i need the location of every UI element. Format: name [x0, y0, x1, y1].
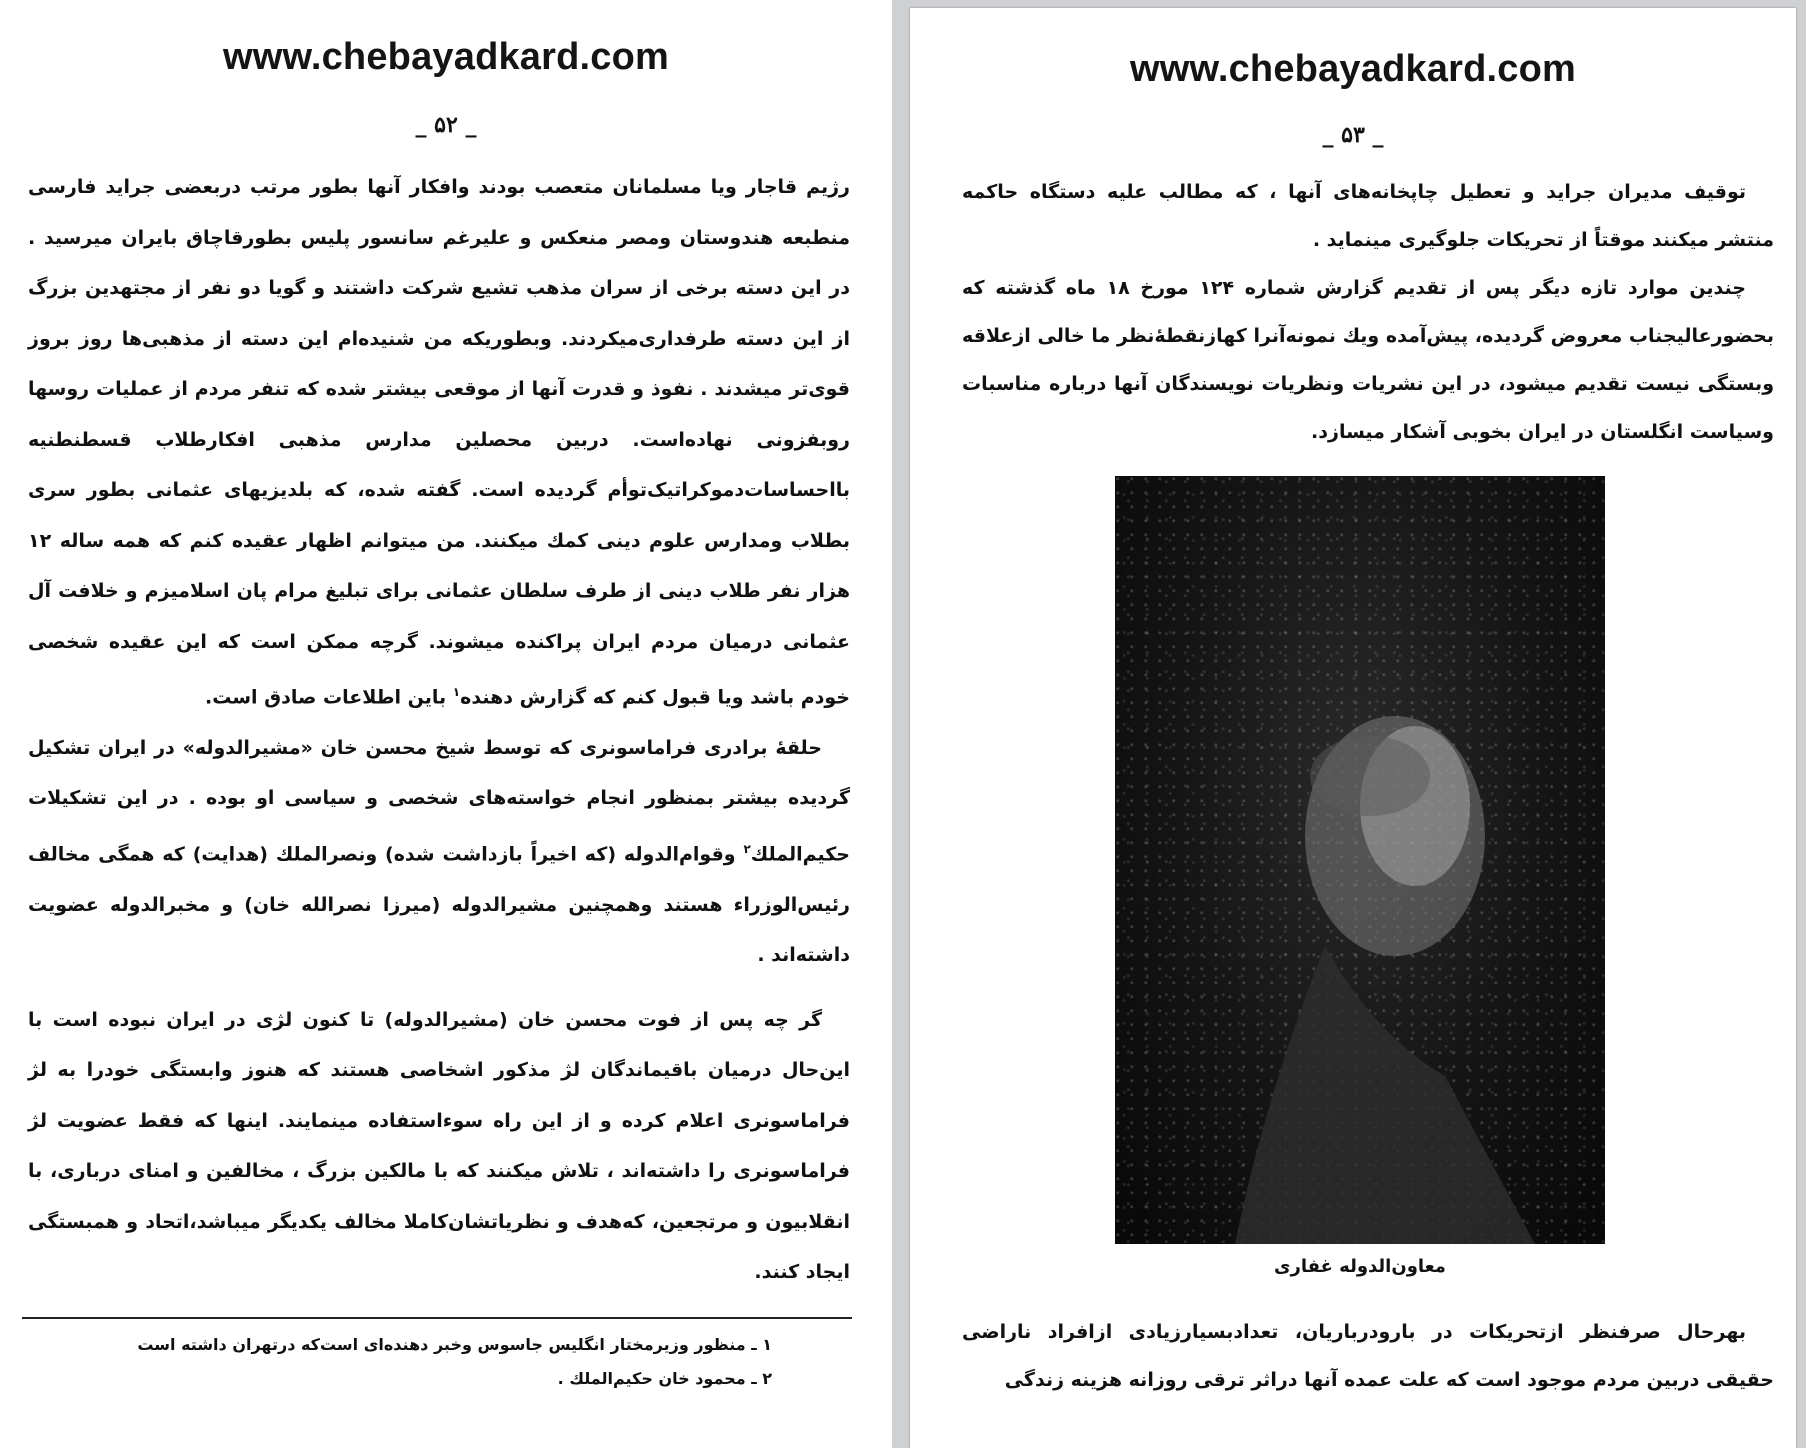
left-body-text [28, 162, 850, 1298]
left-paragraph-1 [28, 162, 850, 723]
left-paragraph-2-text-a: حلقهٔ برادری فراماسونری که توسط شیخ محسن خان «مشیرالدوله» در ایران تشکیل گردیده بیشتر بمنظور انجام خواسته‌های شخصی و سیاسی او بوده . در این تشکیلات حکیم‌الملك [28, 736, 850, 866]
left-paragraph-1-text: رژیم قاجار ویا مسلمانان متعصب بودند وافکار آنها بطور مرتب دربعضی جراید فارسی منطبعه هندوستان ومصر منعکس و علیرغم سانسور پلیس بطورقاچاق بایران میرسید . در این دسته برخی از سران مذهب تشیع شرکت داشتند و گویا دو نفر از مجتهدین بزرگ از این دسته طرفداری‌میکردند. وبطوریکه من شنیده‌ام این دسته از مذهبی‌ها روز بروز قوی‌تر میشدند . نفوذ و قدرت آنها از موقعی بیشتر شده که تنفر مردم از عملیات روسها روبفزونی نهاده‌است. دربین محصلین مدارس مذهبی افکارطلاب قسطنطنیه بااحساسات‌دموکراتیک‌توأم گردیده است. گفته شده، که بلدیزیهای عثمانی بطور سری بطلاب ومدارس علوم دینی کمك میکنند. من میتوانم اظهار عقیده کنم که همه ساله ۱۲ هزار نفر طلاب دینی از طرف سلطان عثمانی برای تبلیغ مرام پان اسلامیزم و خلافت آل عثمانی درمیان مردم ایران پراکنده میشوند. گرچه ممکن است که این عقیده شخصی خودم باشد ویا قبول کنم که گزارش دهنده [28, 176, 850, 709]
left-paragraph-2 [28, 723, 850, 981]
left-site-url: www.chebayadkard.com [222, 36, 670, 78]
right-site-url: www.chebayadkard.com [1129, 48, 1577, 90]
portrait-figure [1115, 476, 1605, 1244]
left-paragraph-1-end: باین اطلاعات صادق است. [205, 686, 453, 709]
left-paragraph-2-text-b: وقوام‌الدوله (که اخیراً بازداشت شده) ونصرالملك (هدایت) که همگی مخالف رئیس‌الوزراء هستند وهمچنین مشیرالدوله (میرزا نصرالله خان) و مخبرالدوله عضویت داشته‌اند . [28, 843, 850, 967]
right-paragraph-3: بهرحال صرفنظر ازتحریکات در بارودرباریان، تعدادبسیارزیادی ازافراد ناراضی حقیقی دربین مردم موجود است که علت عمده آنها دراثر ترقی روزانه هزینه زندگی [962, 1321, 1774, 1391]
right-paragraph-2: چندین موارد تازه دیگر پس از تقدیم گزارش شماره ۱۲۴ مورخ ۱۸ ماه گذشته که بحضورعالیجناب معروض گردیده، پیش‌آمده ویك نمونه‌آنرا کهازنقطهٔ‌نظر ما خالی ازعلاقه وبستگی نیست تقدیم میشود، در این نشریات ونظریات نویسندگان آنها درباره مناسبات وسیاست انگلستان در ایران بخوبی آشکار میسازد. [962, 277, 1774, 443]
right-paragraph-1: توقیف مدیران جراید و تعطیل چاپخانه‌های آنها ، که مطالب علیه دستگاه حاکمه منتشر میکنند موقتاً از تحریکات جلوگیری مینماید . [962, 181, 1774, 251]
right-page-number: _ ۵۳ _ [1322, 122, 1384, 148]
footnotes [40, 1328, 772, 1396]
right-body-text-top [962, 168, 1774, 456]
footnote-marker-1: ۱ [452, 685, 461, 699]
left-page [0, 0, 892, 1448]
portrait-photo [1115, 476, 1605, 1244]
left-page-number: _ ۵۲ _ [415, 112, 477, 138]
footnote-2: ۲ ـ محمود خان حکیم‌الملك . [557, 1369, 772, 1388]
right-page [910, 8, 1796, 1448]
left-paragraph-3: گر چه پس از فوت محسن خان (مشیرالدوله) تا کنون لژی در ایران نبوده است با این‌حال درمیان باقیماندگان لژ مذکور اشخاصی هستند که هنوز وابستگی خودرا به لژ فراماسونری اعلام کرده و از این راه سوءاستفاده مینمایند. اینها که فقط عضویت لژ فراماسونری را داشته‌اند ، تلاش میکنند که با مالکین بزرگ ، مخالفین و امنای درباری، با انقلابیون و مرتجعین، که‌هدف و نظریاتشان‌کاملا مخالف یکدیگر میباشد،اتحاد و همبستگی ایجاد کنند. [28, 1008, 850, 1284]
footnote-1: ۱ ـ منظور وزیرمختار انگلیس جاسوس وخبر دهنده‌ای است‌که درتهران داشته است [137, 1335, 772, 1354]
footnote-marker-2: ۲ [743, 841, 751, 856]
right-body-text-bottom [962, 1308, 1774, 1404]
footnote-divider [22, 1317, 852, 1319]
photo-caption: معاون‌الدوله غفاری [1274, 1256, 1446, 1277]
